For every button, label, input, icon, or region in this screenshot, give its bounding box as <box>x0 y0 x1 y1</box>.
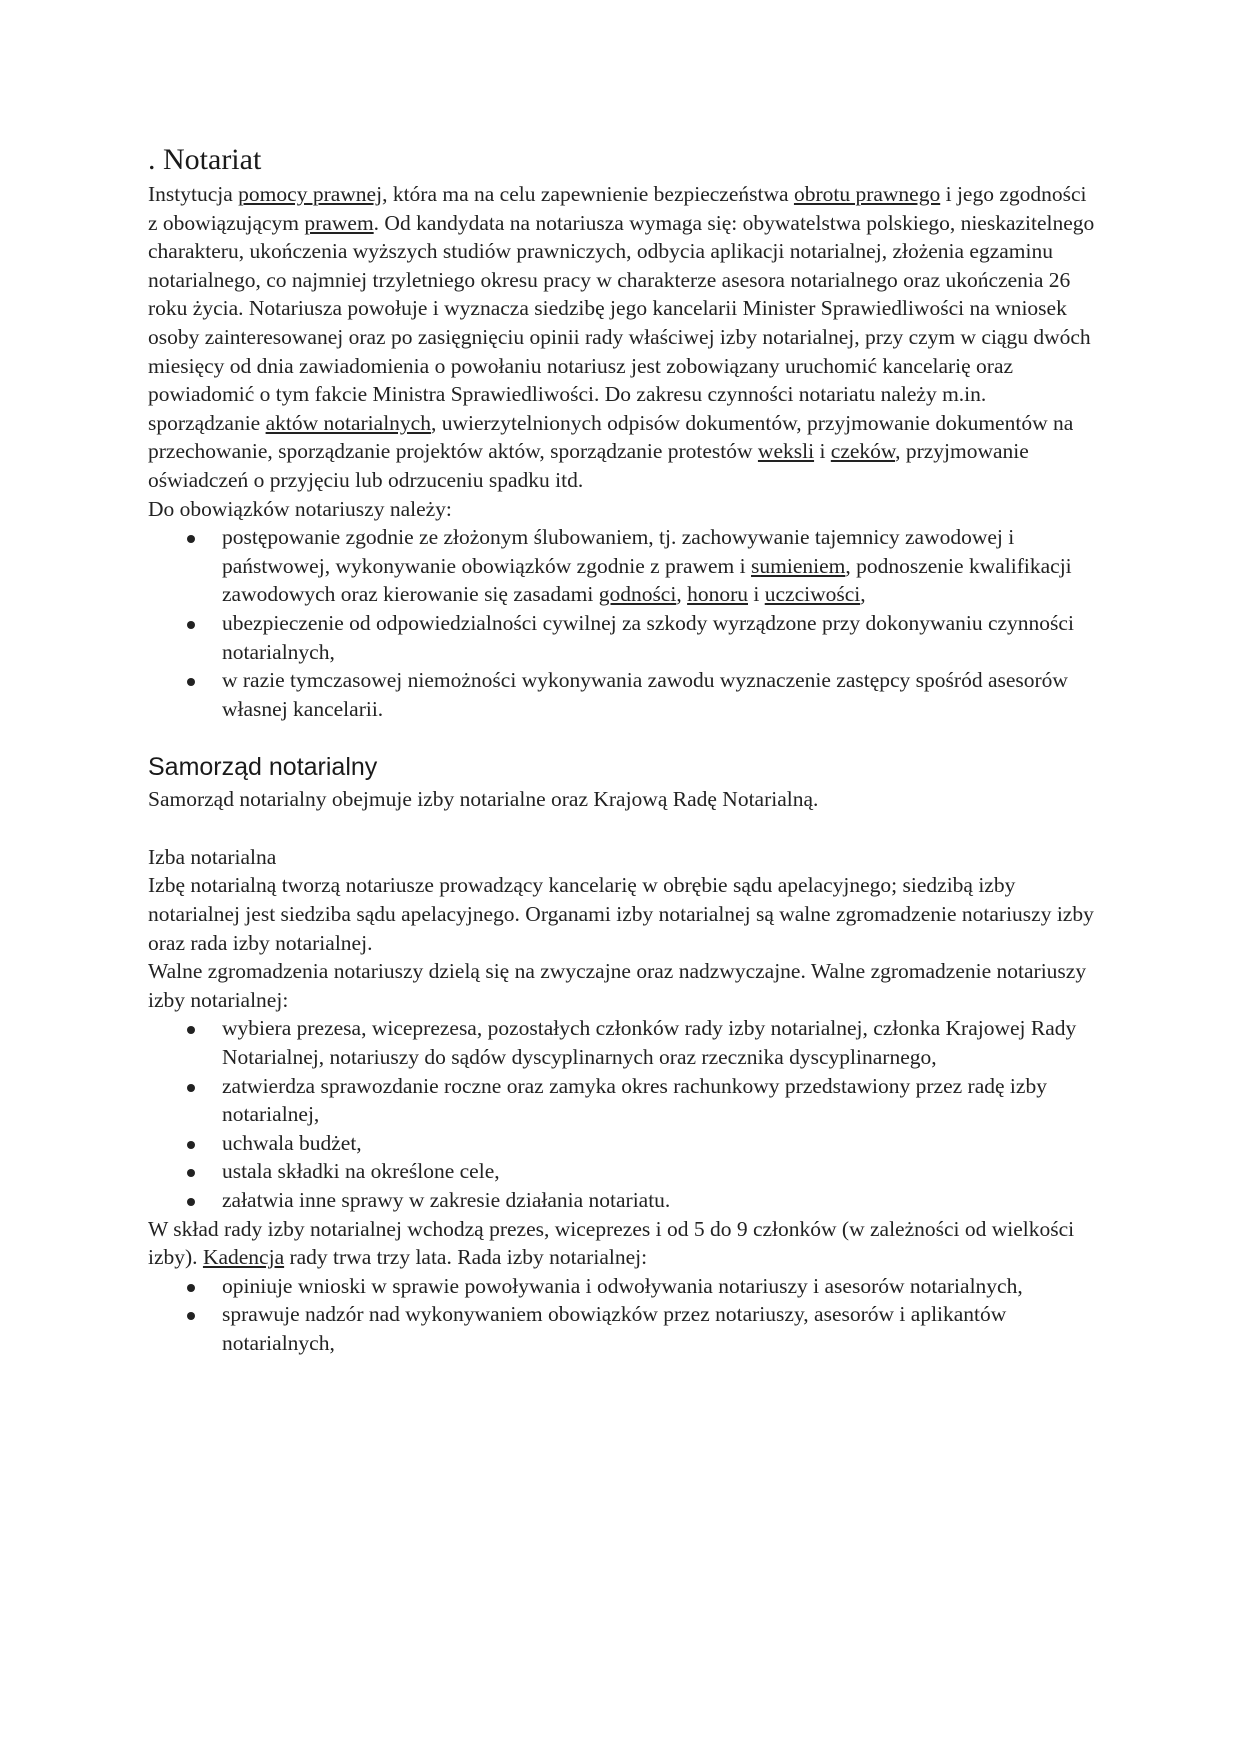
list-item-text: ustala składki na określone cele, <box>222 1159 500 1184</box>
link-weksli[interactable]: weksli <box>757 439 815 464</box>
document-page <box>148 140 1098 1358</box>
list-item-text: załatwia inne sprawy w zakresie działania notariatu. <box>222 1188 671 1212</box>
list-item-text: i <box>748 582 765 607</box>
intro-text: . Od kandydata na notariusza wymaga się: obywatelstwa polskiego, nieskazitelnego charakteru, ukończenia wyższych studiów prawniczych, odbycia aplikacji notarialnej, złożenia egzaminu notarialnego, co najmniej trzyletniego okresu pracy w charakterze asesora notarialnego oraz ukończenia 26 roku życia. Notariusza powołuje i wyznacza siedzibę jego kancelarii Minister Sprawiedliwości na wniosek osoby zainteresowanej oraz po zasięgnięciu opinii rady właściwej izby notarialnej, przy czym w ciągu dwóch miesięcy od dnia zawiadomienia o powołaniu notariusz jest zobowiązany uruchomić kancelarię oraz powiadomić o tym fakcie Ministra Sprawiedliwości. Do zakresu czynności notariatu należy m.in. sporządzanie <box>148 210 1095 435</box>
list-item-text: ubezpieczenie od odpowiedzialności cywilnej za szkody wyrządzone przy dokonywaniu czynności notarialnych, <box>222 610 1074 664</box>
duties-heading: Do obowiązków notariuszy należy: <box>148 496 452 521</box>
list-item <box>148 1272 1098 1301</box>
section-heading-samorzad: Samorząd notarialny <box>148 753 378 782</box>
section-heading-izba: Izba notarialna <box>148 844 277 869</box>
rada-paragraph <box>148 1215 1098 1272</box>
list-item-text: , podnoszenie kwalifikacji zawodowych oraz kierowanie się zasadami <box>222 553 1072 607</box>
walne-list <box>148 1014 1098 1214</box>
izba-paragraph-1: Izbę notarialną tworzą notariusze prowadzący kancelarię w obrębie sądu apelacyjnego; siedzibą izby notarialnej jest siedziba sądu apelacyjnego. Organami izby notarialnej są walne zgromadzenie notariuszy izby oraz rada izby notarialnej. <box>148 873 1094 955</box>
link-kadencja[interactable]: Kadencja <box>202 1245 285 1270</box>
bullet-icon <box>187 678 195 686</box>
izba-paragraph-2: Walne zgromadzenia notariuszy dzielą się na zwyczajne oraz nadzwyczajne. Walne zgromadzenie notariuszy izby notarialnej: <box>148 959 1087 1012</box>
list-item-text: postępowanie zgodnie ze złożonym ślubowaniem, tj. zachowywanie tajemnicy zawodowej i państwowej, wykonywanie obowiązków zgodnie z prawem i <box>222 525 1015 578</box>
link-aktow-notarialnych[interactable]: aktów notarialnych <box>265 410 431 435</box>
list-item <box>148 523 1098 609</box>
bullet-icon <box>187 1198 195 1206</box>
bullet-icon <box>187 1169 195 1177</box>
list-item <box>148 1300 1098 1357</box>
list-item-text: uchwala budżet, <box>222 1130 362 1155</box>
list-item-text: zatwierdza sprawozdanie roczne oraz zamyka okres rachunkowy przedstawiony przez radę izby notarialnej, <box>222 1073 1047 1127</box>
bullet-icon <box>187 1312 195 1320</box>
list-item <box>148 1129 1098 1158</box>
list-item-text: w razie tymczasowej niemożności wykonywania zawodu wyznaczenie zastępcy spośród asesorów własnej kancelarii. <box>222 668 1068 721</box>
bullet-icon <box>187 1084 195 1092</box>
list-item <box>148 1186 1098 1215</box>
bullet-icon <box>187 535 195 543</box>
list-item-text: opiniuje wnioski w sprawie powoływania i odwoływania notariuszy i asesorów notarialnych, <box>222 1273 1023 1298</box>
intro-paragraph <box>148 180 1098 495</box>
list-item <box>148 1157 1098 1186</box>
intro-text: , przyjmowanie oświadczeń o przyjęciu lub odrzuceniu spadku itd. <box>148 439 1029 492</box>
intro-text: i <box>814 439 831 464</box>
list-item <box>148 609 1098 666</box>
list-item <box>148 666 1098 723</box>
link-prawem[interactable]: prawem <box>304 210 374 235</box>
intro-text: i jego zgodności z obowiązującym <box>148 182 1087 235</box>
list-item-text: sprawuje nadzór nad wykonywaniem obowiązków przez notariuszy, asesorów i aplikantów notarialnych, <box>222 1302 1007 1355</box>
list-item-text: , <box>860 582 866 607</box>
duties-list <box>148 523 1098 723</box>
list-item <box>148 1014 1098 1071</box>
bullet-icon <box>187 621 195 629</box>
list-item <box>148 1072 1098 1129</box>
intro-text: , która ma na celu zapewnienie bezpieczeństwa <box>382 182 794 206</box>
intro-text: , uwierzytelnionych odpisów dokumentów, przyjmowanie dokumentów na przechowanie, sporządzanie projektów aktów, sporządzanie protestów <box>148 410 1074 464</box>
page-title: . Notariat <box>148 143 262 176</box>
rada-list <box>148 1272 1098 1358</box>
rada-text: rady trwa trzy lata. Rada izby notarialnej: <box>284 1245 648 1270</box>
paragraph-gap <box>148 814 1098 843</box>
bullet-icon <box>187 1026 195 1034</box>
link-uczciwosci[interactable]: uczciwości <box>764 582 861 607</box>
intro-text: Instytucja <box>148 182 239 206</box>
link-godnosci[interactable]: godności <box>598 582 677 607</box>
list-item-text: , <box>676 582 688 607</box>
link-obrotu-prawnego[interactable]: obrotu prawnego <box>793 182 941 206</box>
link-honoru[interactable]: honoru <box>687 582 748 607</box>
link-pomocy-prawnej[interactable]: pomocy prawnej <box>238 182 383 206</box>
bullet-icon <box>187 1284 195 1292</box>
list-item-text: wybiera prezesa, wiceprezesa, pozostałych członków rady izby notarialnej, członka Krajowej Rady Notarialnej, notariuszy do sądów dyscyplinarnych oraz rzecznika dyscyplinarnego, <box>222 1016 1077 1070</box>
bullet-icon <box>187 1141 195 1149</box>
link-czekow[interactable]: czeków <box>830 439 896 464</box>
rada-text: W skład rady izby notarialnej wchodzą prezes, wiceprezes i od 5 do 9 członków (w zależności od wielkości izby). <box>148 1216 1075 1270</box>
samorzad-paragraph: Samorząd notarialny obejmuje izby notarialne oraz Krajową Radę Notarialną. <box>148 787 819 812</box>
link-sumieniem[interactable]: sumieniem <box>751 553 846 578</box>
